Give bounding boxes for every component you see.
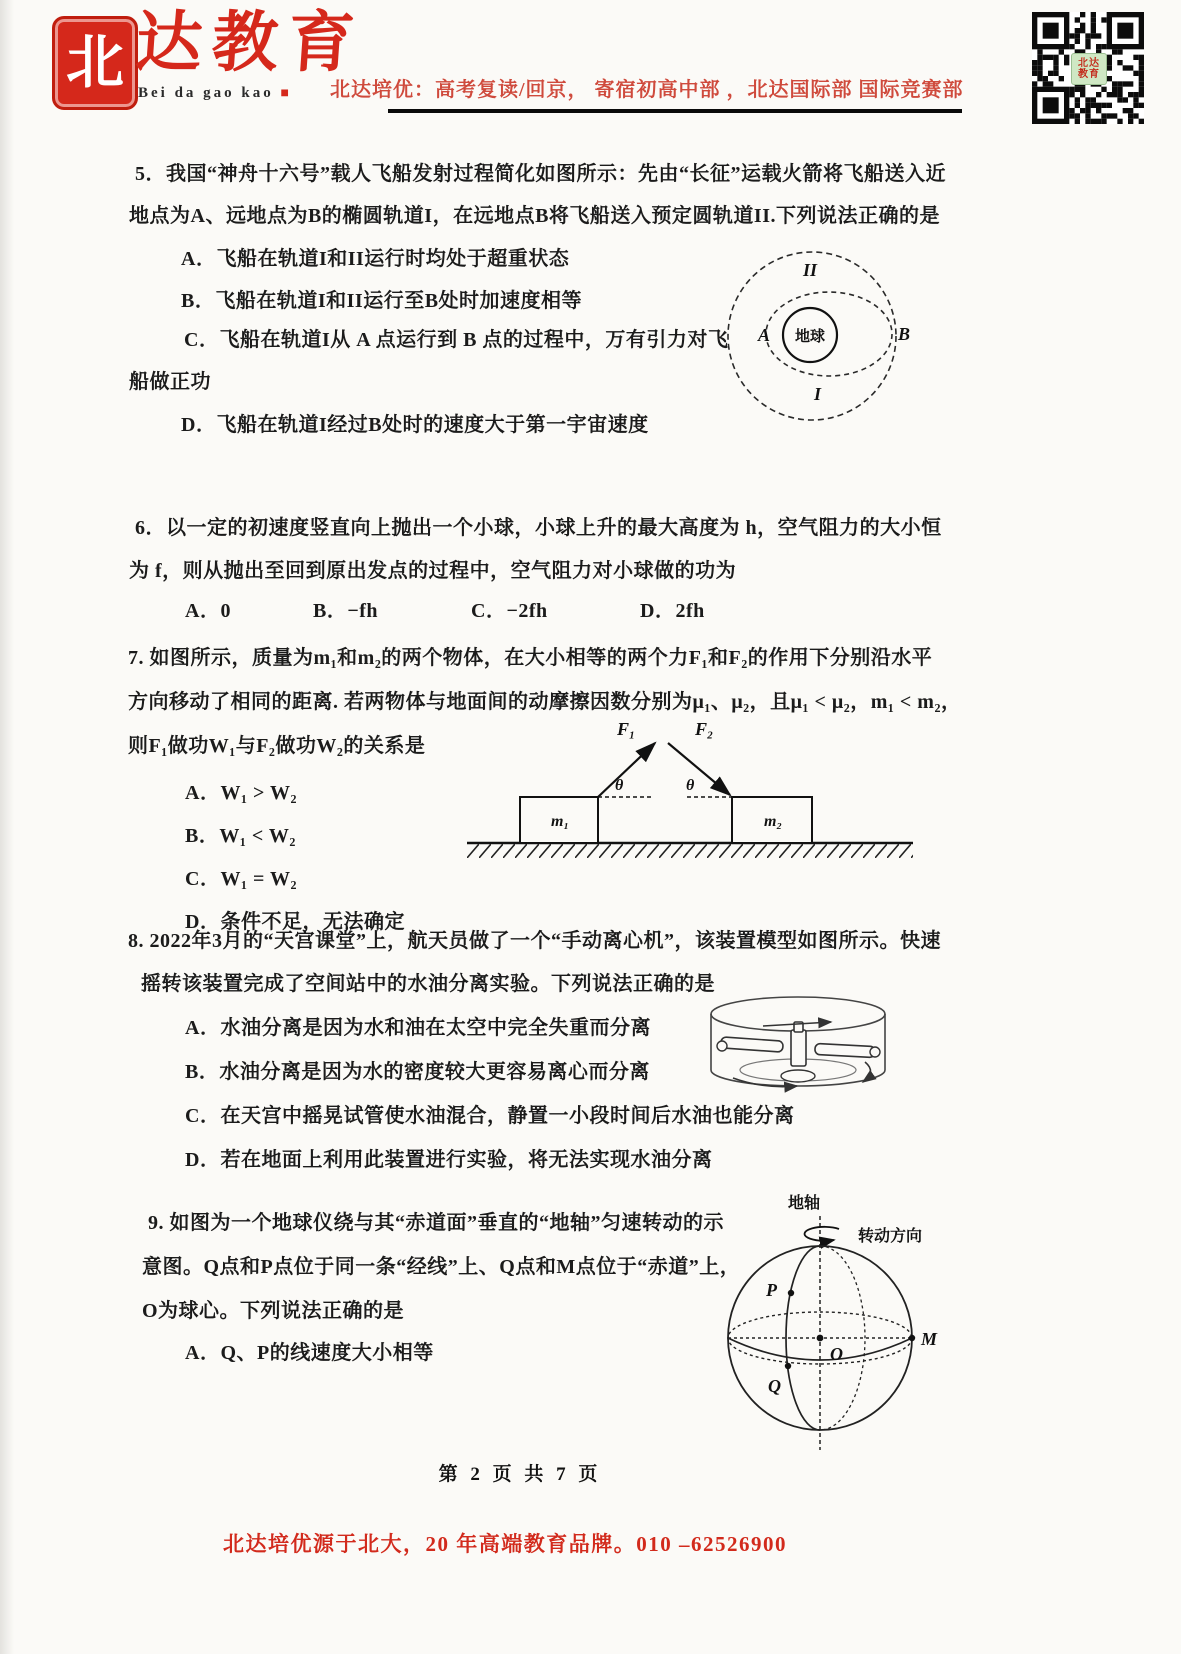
q6-option-b: B．−fh xyxy=(313,600,379,622)
q7-option-b: B．W₁ < W₂ xyxy=(185,825,296,847)
point-B-label: B xyxy=(898,324,911,344)
brand-calligraphy: 达教育 xyxy=(133,7,367,80)
center-o-dot xyxy=(817,1335,824,1342)
ground-hatching xyxy=(467,844,913,858)
point-A-label: A xyxy=(758,325,771,345)
spindle-base xyxy=(781,1070,815,1082)
tube-left-cap xyxy=(717,1041,727,1051)
q8-option-b: B．水油分离是因为水的密度较大更容易离心而分离 xyxy=(185,1061,650,1083)
q9-line-1: 9. 如图为一个地球仪绕与其“赤道面”垂直的“地轴”匀速转动的示 xyxy=(148,1212,724,1234)
orbit-diagram xyxy=(690,240,925,435)
brand-seal-logo xyxy=(52,16,138,110)
qr-center-label xyxy=(1071,53,1107,85)
test-tube-right xyxy=(815,1043,875,1057)
rotation-direction-label: 转动方向 xyxy=(858,1228,923,1245)
globe-diagram xyxy=(690,1128,950,1463)
header-divider xyxy=(388,109,962,113)
earth-axis-label: 地轴 xyxy=(788,1195,821,1212)
qr-center-text-top: 北达 xyxy=(1078,57,1100,69)
footer-slogan: 北达培优源于北大，20 年高端教育品牌。010 –62526900 xyxy=(223,1532,787,1556)
q6-option-a: A．0 xyxy=(185,600,231,622)
rotation-arrow xyxy=(805,1227,839,1241)
q8-option-a: A．水油分离是因为水和油在太空中完全失重而分离 xyxy=(185,1017,651,1039)
brand-square-mark: ■ xyxy=(280,86,289,101)
q7-line-2: 方向移动了相同的距离. 若两物体与地面间的动摩擦因数分别为μ₁、μ₂，且μ₁ < μ₂，m₁ < m₂， xyxy=(128,691,962,713)
brand-pinyin-text: Bei da gao kao xyxy=(138,85,274,101)
test-tube-left xyxy=(721,1037,784,1052)
q5-line-1: 5．我国“神舟十六号”载人飞船发射过程简化如图所示：先由“长征”运载火箭将飞船送入近 xyxy=(135,163,946,185)
q5-option-c-line-1: C．飞船在轨道I从 A 点运行到 B 点的过程中，万有引力对飞 xyxy=(184,329,729,351)
q8-line-2: 摇转该装置完成了空间站中的水油分离实验。下列说法正确的是 xyxy=(141,973,715,995)
orbit-I-label: I xyxy=(814,384,822,404)
q6-line-2: 为 f，则从抛出至回到原出发点的过程中，空气阻力对小球做的功为 xyxy=(129,560,737,582)
q9-line-2: 意图。Q点和P点位于同一条“经线”上、Q点和M点位于“赤道”上， xyxy=(142,1256,741,1278)
block-m2-label: m₂ xyxy=(764,813,783,830)
q5-line-2: 地点为A、远地点为B的椭圆轨道I，在远地点B将飞船送入预定圆轨道II.下列说法正确的是 xyxy=(129,205,940,227)
header-slogan: 北达培优：高考复读/回京， 寄宿初高中部 ，北达国际部 国际竞赛部 xyxy=(330,79,964,101)
center-spindle xyxy=(791,1030,806,1066)
earth-label: 地球 xyxy=(795,329,826,345)
q5-option-b: B．飞船在轨道I和II运行至B处时加速度相等 xyxy=(181,290,583,312)
brand-pinyin xyxy=(138,86,289,101)
point-p-dot xyxy=(788,1290,794,1296)
q9-option-a: A．Q、P的线速度大小相等 xyxy=(185,1342,434,1364)
qr-center-text-bottom: 教育 xyxy=(1078,69,1100,80)
f1-label: F₁ xyxy=(617,719,636,739)
q5-option-c-line-2: 船做正功 xyxy=(129,371,211,393)
q8-option-c: C．在天宫中摇晃试管使水油混合，静置一小段时间后水油也能分离 xyxy=(185,1105,795,1127)
theta2-label: θ xyxy=(686,777,695,794)
q7-option-c: C．W₁ = W₂ xyxy=(185,868,297,890)
q8-option-d: D．若在地面上利用此装置进行实验，将无法实现水油分离 xyxy=(185,1149,713,1171)
point-p-label: P xyxy=(766,1280,777,1300)
qr-code xyxy=(1032,12,1144,124)
q6-option-c: C．−2fh xyxy=(471,600,548,622)
seal-character: 北 xyxy=(65,30,124,95)
f2-arrow xyxy=(668,743,730,795)
q7-line-1: 7. 如图所示，质量为m₁和m₂的两个物体，在大小相等的两个力F₁和F₂的作用下分别沿水平 xyxy=(128,647,933,669)
q5-option-a: A．飞船在轨道I和II运行时均处于超重状态 xyxy=(181,248,570,270)
point-m-label: M xyxy=(921,1329,938,1349)
orbit-II-label: II xyxy=(803,260,818,280)
centrifuge-diagram xyxy=(705,990,895,1100)
q5-option-d: D．飞船在轨道I经过B处时的速度大于第一宇宙速度 xyxy=(181,414,649,436)
q7-line-3: 则F₁做功W₁与F₂做功W₂的关系是 xyxy=(128,735,426,757)
q9-line-3: O为球心。下列说法正确的是 xyxy=(142,1300,405,1322)
f2-label: F₂ xyxy=(695,719,714,739)
point-m-dot xyxy=(909,1335,915,1341)
blocks-friction-diagram xyxy=(455,718,925,868)
q7-option-d: D．条件不足，无法确定 xyxy=(185,911,405,933)
tube-right-cap xyxy=(870,1047,880,1057)
center-o-label: O xyxy=(830,1344,843,1364)
q8-line-1: 8. 2022年3月的“天宫课堂”上，航天员做了一个“手动离心机”，该装置模型如图所示。快速 xyxy=(128,930,941,952)
point-q-label: Q xyxy=(768,1376,781,1396)
theta1-label: θ xyxy=(615,777,624,794)
page-number: 第 2 页 共 7 页 xyxy=(438,1464,602,1485)
f1-arrow xyxy=(598,743,655,797)
point-q-dot xyxy=(785,1363,791,1369)
q7-option-a: A．W₁ > W₂ xyxy=(185,782,297,804)
block-m1-label: m₁ xyxy=(551,813,570,830)
q6-option-d: D．2fh xyxy=(640,600,705,622)
q6-line-1: 6．以一定的初速度竖直向上抛出一个小球，小球上升的最大高度为 h，空气阻力的大小恒 xyxy=(135,517,942,539)
